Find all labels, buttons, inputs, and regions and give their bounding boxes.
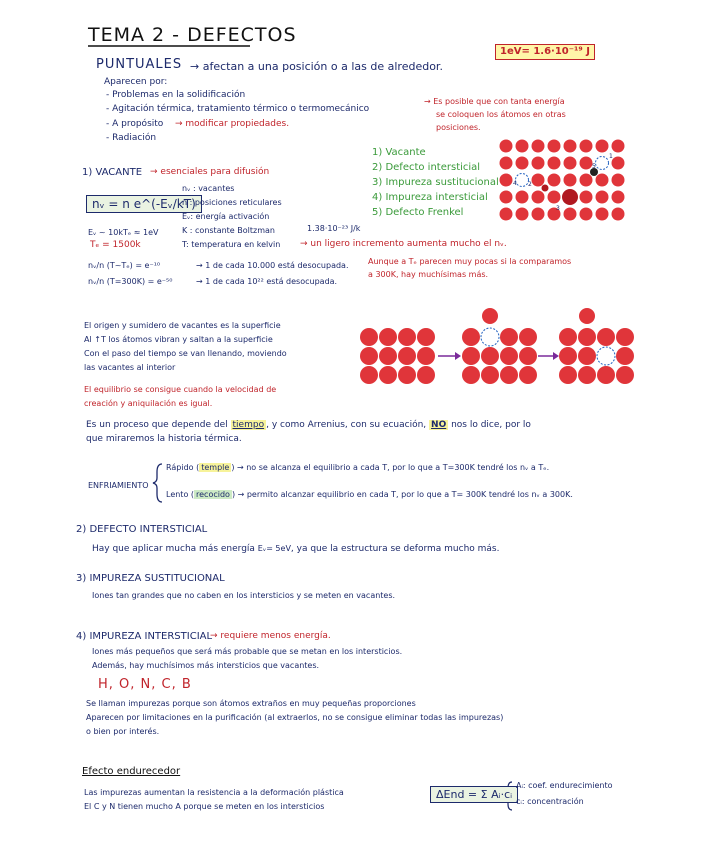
intersticial-line [92, 545, 499, 554]
ev-value: Eᵥ ~ 10kTₑ ≈ 1eV [88, 228, 159, 237]
ratio-2-lhs: nᵥ/n (T=300K) = e⁻⁵⁰ [88, 277, 173, 286]
imp-intersticial-note: → requiere menos energía. [210, 631, 331, 641]
origen-line: Al ↑T los átomos vibran y saltan a la superficie [84, 335, 273, 344]
proceso-line-1 [86, 421, 531, 430]
puntuales-appear: Aparecen por: [104, 77, 168, 87]
lattice-label: 3 [556, 205, 560, 212]
energy-note: posiciones. [436, 123, 481, 132]
lattice-label: 5 [592, 163, 596, 170]
endurecedor-legend: Aᵢ: coef. endurecimiento [516, 781, 613, 790]
proceso-tiempo: tiempo [232, 420, 265, 430]
energy-note: se coloquen los átomos en otras [436, 110, 566, 119]
lento-pre: Lento ( [166, 490, 195, 499]
proceso-no: NO [431, 420, 447, 430]
vacancy-diagram-3 [559, 308, 634, 384]
ratio-1-rhs: → 1 de cada 10.000 está desocupada. [196, 261, 349, 270]
rapido-post: ) → no se alcanza el equilibrio a cada T, por lo que a T=300K tendré los nᵥ a Tₑ. [231, 463, 550, 472]
intersticial-text-end: , ya que la estructura se deforma mucho más. [290, 544, 500, 554]
intersticial-ev: Eᵥ= 5eV [257, 544, 291, 553]
intersticial-text: Hay que aplicar mucha más energía [92, 544, 255, 554]
vacante-heading: 1) VACANTE [82, 167, 143, 178]
boltzmann-value: 1.38·10⁻²³ J/k [307, 224, 361, 233]
origen-line: las vacantes al interior [84, 363, 176, 372]
puntuales-heading: PUNTUALES [96, 57, 183, 72]
equilibrio-line: El equilibrio se consigue cuando la velocidad de [84, 385, 277, 394]
endurecedor-line: Las impurezas aumentan la resistencia a la deformación plástica [84, 788, 344, 797]
vacante-side-note: Aunque a Tₑ parecen muy pocas si la comparamos [368, 257, 572, 266]
proceso-pre: Es un proceso que depende del [86, 420, 228, 430]
enfriamiento-label: ENFRIAMIENTO [88, 481, 149, 490]
rapido-pre: Rápido ( [166, 463, 200, 472]
lattice-label: 2 [528, 181, 532, 188]
equilibrio-line: creación y aniquilación es igual. [84, 399, 213, 408]
sustitucional-heading: 3) IMPUREZA SUSTITUCIONAL [76, 573, 225, 584]
endurecedor-legend: cᵢ: concentración [516, 797, 584, 806]
puntuales-desc: → afectan a una posición o a las de alrededor. [190, 60, 443, 73]
page-title: TEMA 2 - DEFECTOS [88, 24, 297, 46]
defect-type: 3) Impureza sustitucional [372, 177, 499, 188]
lento-highlight: recocido [196, 490, 230, 499]
imp-intersticial-line: Iones más pequeños que será más probable que se metan en los intersticios. [92, 647, 403, 656]
energy-note: → Es posible que con tanta energía [424, 97, 565, 106]
intersticial-heading: 2) DEFECTO INTERSTICIAL [76, 524, 208, 535]
lento-post: ) → permito alcanzar equilibrio en cada T, por lo que a T= 300K tendré los nᵥ a 300K. [231, 490, 573, 499]
defect-type: 2) Defecto intersticial [372, 162, 481, 173]
cause-item: - Radiación [106, 133, 157, 143]
vacancy-diagram-2 [462, 308, 537, 384]
cause-item: - Problemas en la solidificación [106, 90, 246, 100]
imp-intersticial-line: Se llaman impurezas porque son átomos extraños en muy pequeñas proporciones [86, 699, 416, 708]
cause-item: - A propósito [106, 119, 164, 129]
imp-intersticial-line: Además, hay muchísimos más intersticios que vacantes. [92, 661, 320, 670]
formula-legend: K : constante Boltzman [182, 226, 275, 235]
defect-type: 5) Defecto Frenkel [372, 207, 464, 218]
vacancy-diagram-1 [360, 328, 435, 384]
formula-legend: T: temperatura en kelvin [182, 240, 281, 249]
impurity-elements: H, O, N, C, B [98, 677, 192, 692]
defect-type: 1) Vacante [372, 147, 426, 158]
arrow-head [553, 352, 559, 360]
imp-intersticial-heading: 4) IMPUREZA INTERSTICIAL [76, 631, 213, 642]
enfriamiento-brace [153, 464, 162, 502]
ratio-2-rhs: → 1 de cada 10²² está desocupada. [196, 277, 338, 286]
vacante-side-note: a 300K, hay muchísimas más. [368, 270, 489, 279]
endurecedor-formula: ΔEnd = Σ Aᵢ·cᵢ [430, 786, 518, 803]
temperature-note: → un ligero incremento aumenta mucho el nᵥ. [300, 239, 507, 249]
tf-value: Tₑ = 1500k [90, 240, 141, 250]
lattice-label: 4 [513, 180, 517, 187]
vacante-heading-note: → esenciales para difusión [150, 167, 270, 177]
cause-item: - Agitación térmica, tratamiento térmico o termomecánico [106, 104, 370, 114]
lattice-diagram [500, 140, 625, 221]
proceso-post: nos lo dice, por lo [451, 420, 531, 430]
proceso-line-2: que miraremos la historia térmica. [86, 434, 242, 444]
origen-line: Con el paso del tiempo se van llenando, moviendo [84, 349, 287, 358]
endurecedor-heading: Efecto endurecedor [82, 766, 181, 777]
vacancy-formula: nᵥ = n e^(-Eᵥ/kT) [86, 195, 202, 213]
rapido-highlight: temple [201, 463, 230, 472]
formula-legend: n : posiciones reticulares [182, 198, 282, 207]
proposito-note: → modificar propiedades. [175, 119, 290, 129]
origen-line: El origen y sumidero de vacantes es la superficie [84, 321, 281, 330]
arrow-head [455, 352, 461, 360]
proceso-mid: , y como Arrenius, con su ecuación, [266, 420, 427, 430]
imp-intersticial-line: Aparecen por limitaciones en la purificación (al extraerlos, no se consigue eliminar todas las impurezas) [86, 713, 504, 722]
enfriamiento-lento [166, 491, 573, 499]
formula-legend: nᵥ : vacantes [182, 184, 235, 193]
lattice-label: 1 [609, 153, 613, 160]
sustitucional-line: Iones tan grandes que no caben en los intersticios y se meten en vacantes. [92, 591, 396, 600]
ratio-1-lhs: nᵥ/n (T~Tₑ) = e⁻¹⁰ [88, 261, 161, 270]
enfriamiento-rapido [166, 464, 549, 472]
endurecedor-line: El C y N tienen mucho A porque se meten en los intersticios [84, 802, 325, 811]
imp-intersticial-line: o bien por interés. [86, 727, 160, 736]
defect-type: 4) Impureza intersticial [372, 192, 488, 203]
ev-conversion-note: 1eV= 1.6·10⁻¹⁹ J [495, 44, 595, 60]
formula-legend: Eᵥ: energía activación [182, 212, 270, 221]
